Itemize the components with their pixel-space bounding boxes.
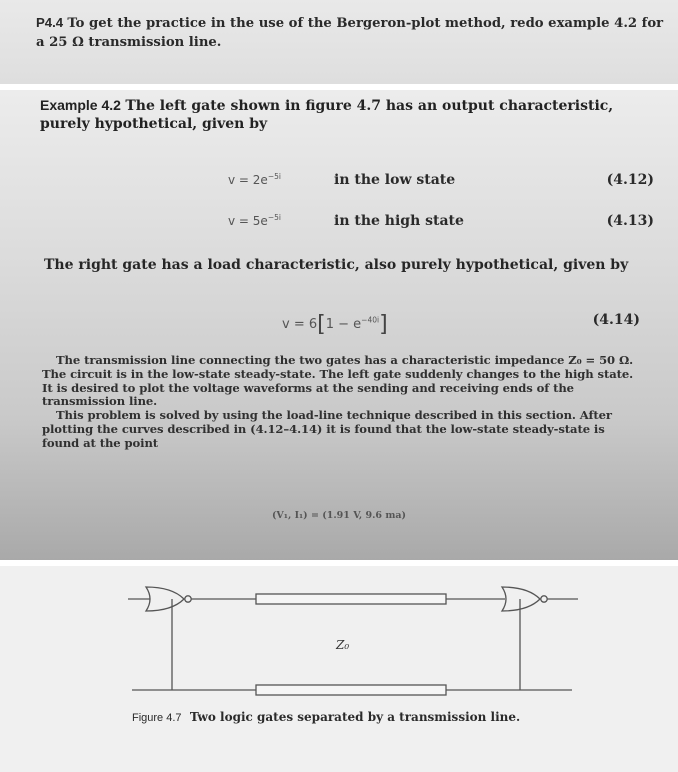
- example-panel: [0, 90, 678, 560]
- circuit-diagram: [0, 566, 678, 772]
- figure-caption-text: Two logic gates separated by a transmission line.: [189, 710, 521, 724]
- equation-label: in the high state: [334, 213, 464, 229]
- equation-label: in the low state: [334, 172, 456, 188]
- equation-row-high: [0, 213, 678, 235]
- figure-caption: [132, 710, 520, 724]
- equation-number: (4.13): [606, 213, 654, 229]
- example-label: Example 4.2: [40, 97, 121, 113]
- example-body: [42, 354, 642, 451]
- equation-formula: $v = 5e^{-5i}$: [228, 213, 281, 228]
- steady-state-point: (V₁, I₁) = (1.91 V, 9.6 ma): [271, 510, 407, 521]
- right-gate-bubble: [541, 596, 547, 602]
- example-intro: The left gate shown in figure 4.7 has an output characteristic, purely hypothetical, given by: [40, 98, 614, 132]
- equation-formula: $v = 2e^{-5i}$: [228, 172, 281, 187]
- equation-row-load: [0, 312, 678, 337]
- left-gate-icon: [146, 587, 184, 611]
- left-gate-bubble: [185, 596, 191, 602]
- equation-number: (4.12): [606, 172, 654, 188]
- equation-row-low: [0, 172, 678, 194]
- paragraph-impedance: The transmission line connecting the two gates has a characteristic impedance Z₀ = 50 Ω. The circuit is in the low-state steady-state. The left gate suddenly changes to the high state. It is desired to plot the voltage waveforms at the sending and receiving ends of the transmission line.: [42, 353, 634, 409]
- top-conductor: [256, 594, 446, 604]
- example-intro-block: [40, 96, 666, 133]
- right-gate-icon: [502, 587, 540, 611]
- load-equation-formula: $v = 6[1 - e^{-40i}]$: [282, 312, 388, 337]
- problem-statement: [36, 13, 666, 52]
- bottom-conductor: [256, 685, 446, 695]
- figure-panel: [0, 566, 678, 772]
- paragraph-solution: This problem is solved by using the load-line technique described in this section. After plotting the curves described in (4.12–4.14) it is found that the low-state steady-state is found at the point: [42, 408, 612, 450]
- equation-number: (4.14): [592, 312, 640, 328]
- line-impedance-label: Z₀: [336, 638, 350, 652]
- problem-id: P4.4: [36, 15, 64, 30]
- load-intro: The right gate has a load characteristic, also purely hypothetical, given by: [44, 257, 629, 273]
- figure-label: Figure 4.7: [132, 712, 182, 724]
- problem-panel: [0, 0, 678, 84]
- problem-text: To get the practice in the use of the Bergeron-plot method, redo example 4.2 for a 25 Ω transmission line.: [36, 16, 664, 50]
